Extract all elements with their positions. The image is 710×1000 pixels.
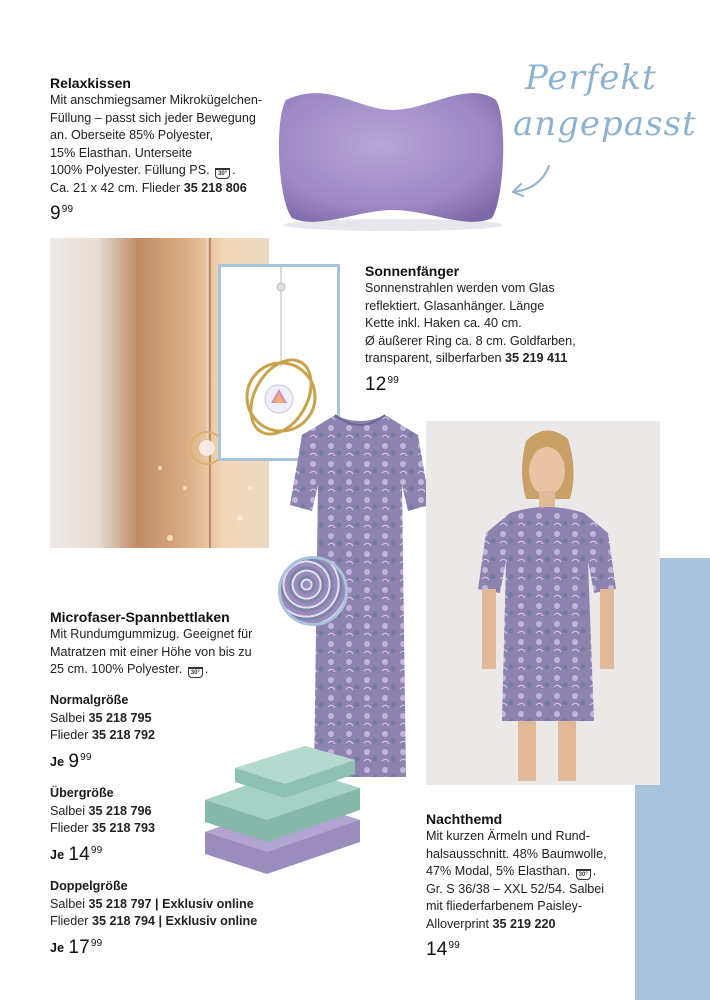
relaxkissen-image	[268, 80, 518, 235]
size-normal-heading: Normalgröße	[50, 693, 129, 707]
nachthemd-title: Nachthemd	[426, 811, 503, 827]
size-doppel-heading: Doppelgröße	[50, 879, 128, 893]
nachthemd-desc-6: Alloverprint 35 219 220	[426, 916, 556, 931]
wash-30-icon: 30°	[215, 168, 230, 179]
script-heading-line1: Perfekt	[525, 58, 657, 98]
sonnenfaenger-title: Sonnenfänger	[365, 263, 460, 279]
sonnenfaenger-desc-1: Sonnenstrahlen werden vom Glas	[365, 281, 555, 295]
relaxkissen-desc-3: an. Oberseite 85% Polyester,	[50, 128, 214, 142]
size-uebergroesse-heading: Übergröße	[50, 786, 114, 800]
size-doppel-block	[50, 878, 380, 959]
size-doppel-price: Je $17^{99}$	[50, 936, 103, 958]
wash-30-icon-2: 30°	[576, 869, 591, 880]
relaxkissen-title: Relaxkissen	[50, 75, 131, 91]
relaxkissen-desc-4: 15% Elasthan. Unterseite	[50, 145, 193, 160]
nachthemd-desc-2: halsausschnitt. 48% Baumwolle,	[426, 846, 607, 861]
size-doppel-row-flieder: Flieder 35 218 794 | Exklusiv online	[50, 914, 258, 928]
size-doppel-row-salbei: Salbei 35 218 797 | Exklusiv online	[50, 896, 254, 911]
sonnenfaenger-block	[365, 262, 605, 396]
nachthemd-desc-5: mit fliederfarbenem Paisley-	[426, 899, 583, 913]
relaxkissen-desc-6: Ca. 21 x 42 cm. Flieder 35 218 806	[50, 180, 247, 195]
relaxkissen-desc-1: Mit anschmiegsamer Mikrokügelchen-	[50, 93, 263, 107]
nachthemd-model-photo	[426, 421, 660, 785]
nachthemd-desc-4: Gr. S 36/38 – XXL 52/54. Salbei	[426, 881, 605, 896]
size-uebergroesse-row-flieder: Flieder 35 218 793	[50, 821, 156, 835]
spannbettlaken-desc-1: Mit Rundumgummizug. Geeignet für	[50, 627, 253, 641]
relaxkissen-desc-2: Füllung – passt sich jeder Bewegung	[50, 110, 256, 125]
relaxkissen-price: $9^{99}$	[50, 203, 74, 224]
size-uebergroesse-price: Je $14^{99}$	[50, 843, 103, 865]
sonnenfaenger-article-number: 35 219 411	[505, 351, 568, 365]
spannbettlaken-block	[50, 608, 310, 679]
sonnenfaenger-desc-2: reflektiert. Glasanhänger. Länge	[365, 298, 545, 313]
relaxkissen-block	[50, 74, 290, 225]
spannbettlaken-desc-3: 25 cm. 100% Polyester. 30° .	[50, 662, 209, 676]
nachthemd-article-number: 35 219 220	[492, 916, 556, 931]
size-uebergroesse-row-salbei: Salbei 35 218 796	[50, 803, 152, 818]
relaxkissen-article-number: 35 218 806	[183, 180, 247, 195]
nachthemd-block	[426, 810, 636, 961]
wash-60-icon: 30°	[188, 667, 203, 678]
sonnenfaenger-desc-3: Kette inkl. Haken ca. 40 cm.	[365, 316, 522, 330]
size-normal-price: Je $9^{99}$	[50, 750, 92, 772]
nachthemd-desc-3: 47% Modal, 5% Elasthan. 30° .	[426, 864, 597, 878]
script-heading-line2: angepasst	[513, 104, 697, 144]
nachthemd-price: $14^{99}$	[426, 939, 461, 960]
size-normal-row-flieder: Flieder 35 218 792	[50, 728, 156, 742]
spannbettlaken-title: Microfaser-Spannbettlaken	[50, 609, 230, 625]
size-normal-row-salbei: Salbei 35 218 795	[50, 710, 152, 725]
sonnenfaenger-desc-5: transparent, silberfarben 35 219 411	[365, 351, 568, 365]
nachthemd-desc-1: Mit kurzen Ärmeln und Rund-	[426, 829, 590, 843]
sonnenfaenger-price: $12^{99}$	[365, 373, 400, 395]
sonnenfaenger-desc-4: Ø äußerer Ring ca. 8 cm. Goldfarben,	[365, 333, 576, 348]
relaxkissen-desc-5: 100% Polyester. Füllung PS. 30° .	[50, 163, 236, 177]
spannbettlaken-image	[185, 742, 365, 882]
spannbettlaken-desc-2: Matratzen mit einer Höhe von bis zu	[50, 644, 252, 659]
